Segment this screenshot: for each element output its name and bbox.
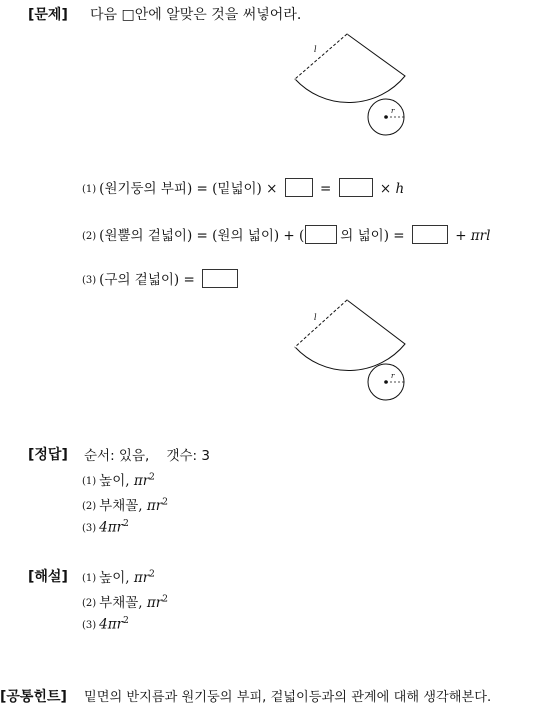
radius-label: r [391,107,395,115]
hint-text: 밑면의 반지름과 원기둥의 부피, 겉넓이등과의 관계에 대해 생각해본다. [84,690,492,705]
problem-item-3: (3) (구의 겉넓이) = [82,268,241,290]
explanation-item-3: (3) $4\pi r^2$ [82,616,129,633]
problem-tag: [문제] [28,7,68,23]
item-number: (2) [82,231,97,242]
answer-summary: 순서: 있음, 갯수: 3 [84,448,210,464]
problem-item-1: (1) (원기둥의 부피) = (밑넓이) × = × h [82,177,404,199]
slant-label: l [314,45,317,54]
radius-label: r [391,372,395,380]
problem-item-2: (2) (원뿔의 겉넓이) = (원의 넓이) + ( 의 넓이) = + πrl [82,224,490,246]
answer-tag: [정답] [28,447,68,463]
explanation-tag: [해설] [28,569,68,585]
answer-item-3: (3) $4\pi r^2$ [82,519,129,536]
item-number: (3) [82,275,97,286]
answer-item-1: (1) 높이, $\pi r^2$ [82,472,155,489]
explanation-item-1: (1) 높이, $\pi r^2$ [82,569,155,586]
hint-tag: [공통힌트] [0,689,67,705]
explanation-item-2: (2) 부채꼴, $\pi r^2$ [82,594,168,611]
item-number: (1) [82,184,97,195]
slant-label: l [314,313,317,322]
answer-item-2: (2) 부채꼴, $\pi r^2$ [82,497,168,514]
problem-instruction: 다음 □안에 알맞은 것을 써넣어라. [90,7,302,23]
